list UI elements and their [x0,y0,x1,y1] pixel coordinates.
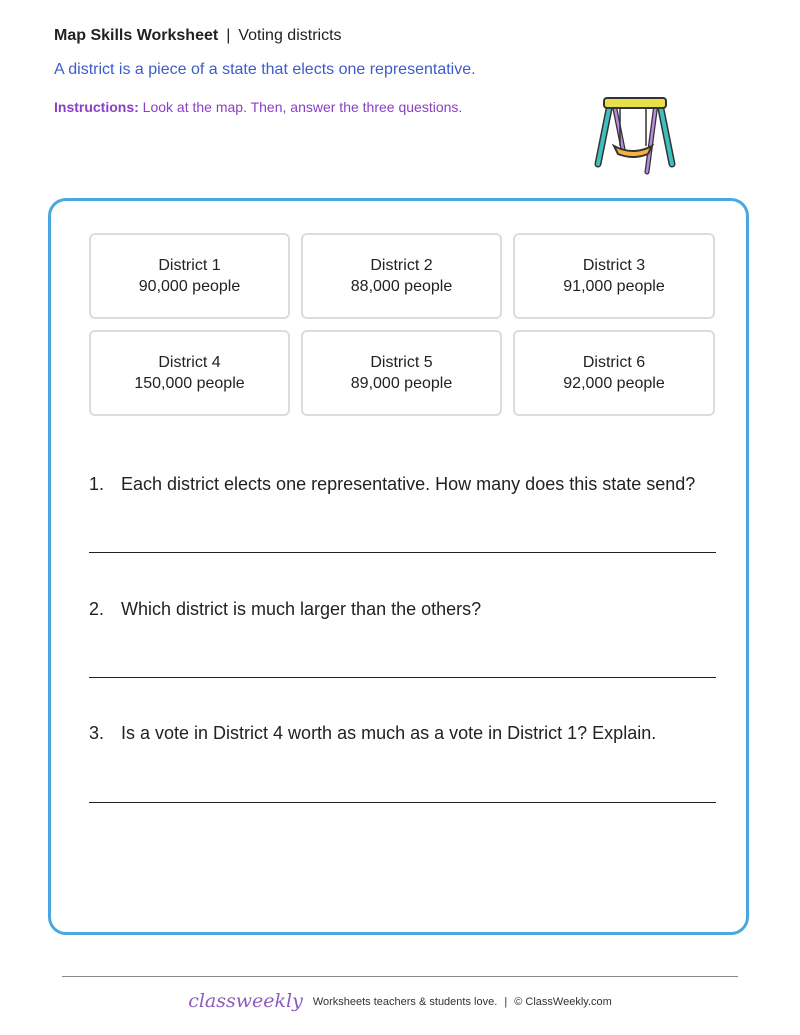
question-1 [89,474,716,495]
district-card [89,330,290,416]
district-name: District 5 [370,354,433,371]
footer-divider [62,976,738,977]
district-population: 91,000 people [563,278,665,295]
footer-copyright: © ClassWeekly.com [514,996,612,1008]
district-name: District 6 [582,354,646,371]
answer-line-1[interactable] [89,552,716,553]
question-number: 1. [89,474,105,494]
question-2 [89,599,716,620]
question-3 [89,723,716,744]
header-separator: | [226,27,231,44]
instructions-text: Look at the map. Then, answer the three questions. [142,99,463,115]
question-number: 3. [89,723,105,743]
worksheet-card [48,198,749,935]
question-text: Which district is much larger than the others? [121,599,482,619]
district-card [89,233,290,319]
district-card [513,233,715,319]
district-name: District 2 [370,257,433,274]
question-text: Each district elects one representative. How many does this state send? [121,474,696,494]
answer-line-2[interactable] [89,677,716,678]
district-population: 90,000 people [138,278,241,295]
worksheet-title: Map Skills Worksheet [54,27,219,44]
district-name: District 4 [158,354,221,371]
instructions-label: Instructions: [54,99,139,115]
answer-line-3[interactable] [89,802,716,803]
definition-text: A district is a piece of a state that elects one representative. [54,61,476,78]
footer [0,990,800,1012]
district-population: 88,000 people [350,278,453,295]
district-card [513,330,715,416]
district-card [301,233,502,319]
footer-separator: | [504,996,508,1008]
district-name: District 1 [158,257,221,274]
question-text: Is a vote in District 4 worth as much as a vote in District 1? Explain. [121,723,657,743]
district-grid [89,233,715,416]
brand-logo: classweekly [188,990,303,1012]
instructions [54,99,462,115]
worksheet-topic: Voting districts [238,27,342,44]
district-population: 150,000 people [134,375,245,392]
worksheet-header [54,27,342,45]
question-number: 2. [89,599,105,619]
district-name: District 3 [582,257,646,274]
district-population: 89,000 people [350,375,453,392]
footer-tagline: Worksheets teachers & students love. [312,996,498,1008]
district-card [301,330,502,416]
swing-icon [592,94,682,180]
district-population: 92,000 people [563,375,665,392]
